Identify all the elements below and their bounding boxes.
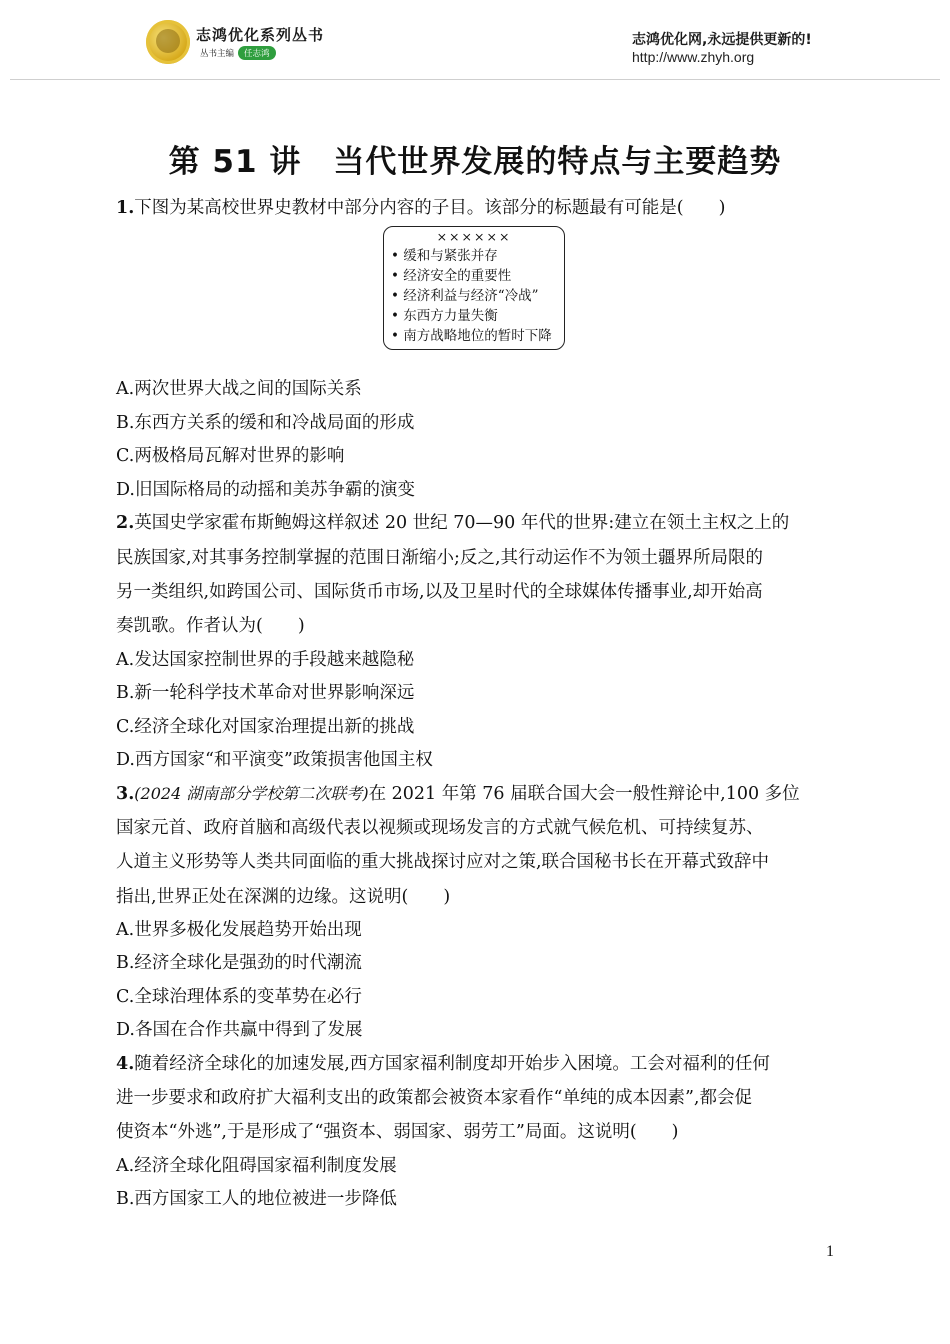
option-b: B.新一轮科学技术革命对世界影响深远 — [116, 683, 415, 703]
option-c: C.两极格局瓦解对世界的影响 — [116, 446, 345, 466]
figure-item: • 缓和与紧张并存 — [384, 246, 564, 266]
option-d: D.西方国家“和平演变”政策损害他国主权 — [116, 750, 433, 770]
option-c: C.全球治理体系的变革势在必行 — [116, 987, 362, 1007]
question-3-stem: 3.(2024 湖南部分学校第二次联考)在 2021 年第 76 届联合国大会一般性辩论中,100 多位 — [116, 784, 800, 804]
option-b: B.东西方关系的缓和和冷战局面的形成 — [116, 413, 415, 433]
option-a: A.经济全球化阻碍国家福利制度发展 — [116, 1156, 397, 1176]
question-source: (2024 湖南部分学校第二次联考) — [134, 784, 369, 803]
option-b: B.西方国家工人的地位被进一步降低 — [116, 1189, 397, 1209]
question-4-line: 使资本“外逃”,于是形成了“强资本、弱国家、弱劳工”局面。这说明( ) — [116, 1122, 679, 1142]
question-2-line: 民族国家,对其事务控制掌握的范围日渐缩小;反之,其行动运作不为领土疆界所局限的 — [116, 548, 764, 568]
question-1-stem: 1.下图为某高校世界史教材中部分内容的子目。该部分的标题最有可能是( ) — [116, 198, 726, 218]
option-a: A.发达国家控制世界的手段越来越隐秘 — [116, 650, 415, 670]
question-4-line: 进一步要求和政府扩大福利支出的政策都会被资本家看作“单纯的成本因素”,都会促 — [116, 1088, 752, 1108]
textbook-contents-figure — [383, 226, 565, 350]
figure-item: • 东西方力量失衡 — [384, 306, 564, 326]
question-3-line: 国家元首、政府首脑和高级代表以视频或现场发言的方式就气候危机、可持续复苏、 — [116, 818, 764, 838]
series-editor-label: 丛书主编 — [200, 49, 235, 59]
question-number: 2 — [116, 513, 129, 533]
option-d: D.各国在合作共赢中得到了发展 — [116, 1020, 363, 1040]
site-url-link[interactable]: http://www.zhyh.org — [632, 49, 755, 65]
question-4-stem: 4.随着经济全球化的加速发展,西方国家福利制度却开始步入困境。工会对福利的任何 — [116, 1054, 770, 1074]
figure-item: • 经济安全的重要性 — [384, 266, 564, 286]
question-2-stem: 2.英国史学家霍布斯鲍姆这样叙述 20 世纪 70—90 年代的世界:建立在领土主权之上的 — [116, 513, 790, 533]
series-editor-name: 任志鸿 — [238, 46, 276, 60]
question-number: 4 — [116, 1054, 129, 1074]
figure-title: ×××××× — [436, 229, 512, 244]
question-number: 3 — [116, 784, 129, 804]
question-3-line: 指出,世界正处在深渊的边缘。这说明( ) — [116, 887, 451, 907]
series-title: 志鸿优化系列丛书 — [196, 26, 325, 44]
question-2-line: 奏凯歌。作者认为( ) — [116, 616, 305, 636]
figure-item: • 经济利益与经济“冷战” — [384, 286, 564, 306]
site-slogan: 志鸿优化网,永远提供更新的! — [632, 32, 812, 48]
page-title: 第 51 讲 当代世界发展的特点与主要趋势 — [168, 144, 782, 180]
page-number: 1 — [826, 1243, 834, 1260]
option-b: B.经济全球化是强劲的时代潮流 — [116, 953, 362, 973]
header-divider — [10, 79, 940, 80]
figure-item: • 南方战略地位的暂时下降 — [384, 326, 564, 346]
option-d: D.旧国际格局的动摇和美苏争霸的演变 — [116, 480, 415, 500]
option-a: A.两次世界大战之间的国际关系 — [116, 379, 362, 399]
series-logo-icon — [146, 20, 190, 64]
series-editor — [200, 46, 276, 60]
option-c: C.经济全球化对国家治理提出新的挑战 — [116, 717, 415, 737]
page-header — [0, 0, 950, 82]
question-3-line: 人道主义形势等人类共同面临的重大挑战探讨应对之策,联合国秘书长在开幕式致辞中 — [116, 852, 770, 872]
option-a: A.世界多极化发展趋势开始出现 — [116, 920, 362, 940]
question-2-line: 另一类组织,如跨国公司、国际货币市场,以及卫星时代的全球媒体传播事业,却开始高 — [116, 582, 763, 602]
question-number: 1 — [116, 198, 129, 218]
